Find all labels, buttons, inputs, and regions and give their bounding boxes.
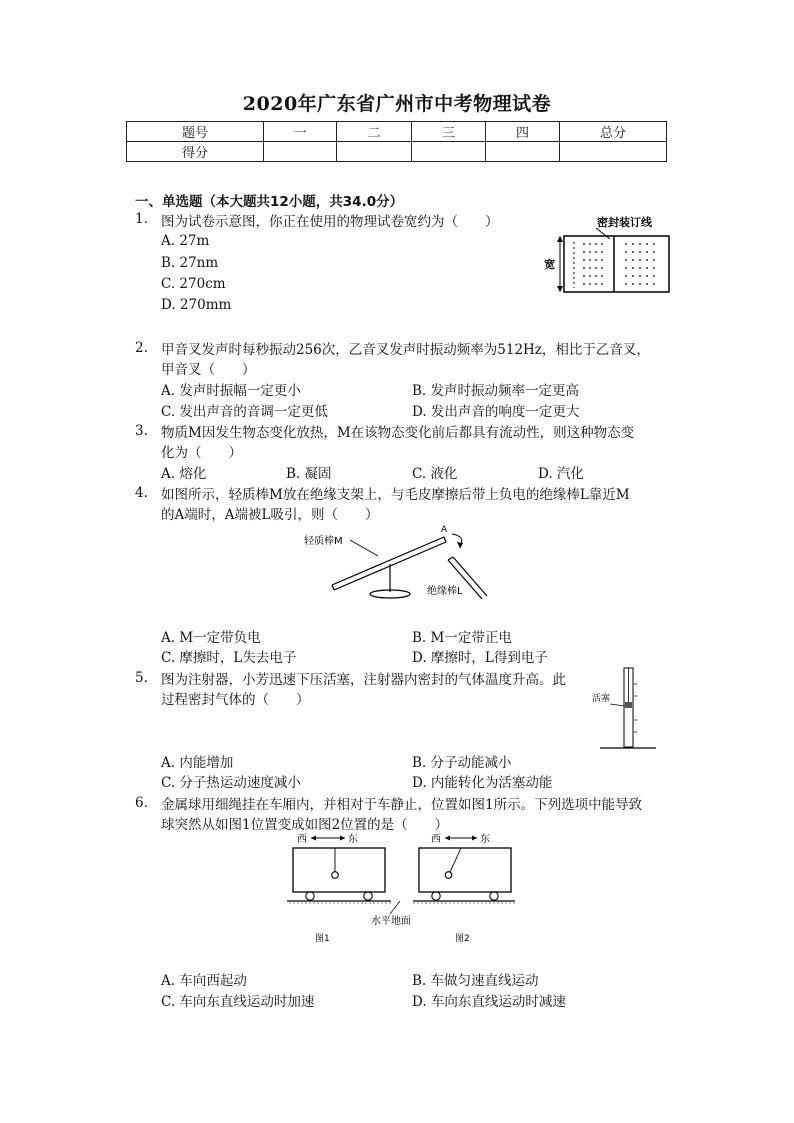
east-label: 东 — [348, 834, 358, 845]
option-b[interactable]: B. 车做匀速直线运动 — [412, 973, 539, 989]
west-label: 西 — [297, 834, 307, 845]
score-cell: 得分 — [127, 142, 264, 162]
paper-width-figure — [540, 212, 680, 302]
east-label: 东 — [480, 834, 490, 845]
option-a[interactable]: A. 熔化 — [161, 466, 207, 482]
question-stem: 化为（ ） — [161, 445, 242, 461]
width-label: 宽 — [544, 258, 555, 271]
paper-title: 2020年广东省广州市中考物理试卷 — [242, 93, 552, 115]
question-stem: 甲音叉发声时每秒振动256次，乙音叉发声时振动频率为512Hz，相比于乙音叉， — [161, 342, 650, 358]
car-pendulum-figure — [285, 828, 515, 946]
option-a[interactable]: A. 27m — [161, 233, 210, 249]
score-cell: 题号 — [127, 122, 264, 142]
score-cell: 一 — [264, 122, 337, 142]
option-d[interactable]: D. 汽化 — [538, 466, 584, 482]
option-b[interactable]: B. 27nm — [161, 255, 219, 271]
option-c[interactable]: C. 液化 — [412, 466, 458, 482]
score-table-header-row — [127, 122, 667, 142]
question-stem: 过程密封气体的（ ） — [161, 692, 310, 708]
option-d[interactable]: D. 车向东直线运动时减速 — [412, 994, 566, 1010]
score-cell: 二 — [337, 122, 412, 142]
option-d[interactable]: D. 270mm — [161, 297, 232, 313]
score-table-score-row — [127, 142, 667, 162]
section-heading: 一、单选题（本大题共12小题，共34.0分） — [135, 194, 404, 210]
question-number: 2. — [135, 340, 148, 356]
figure-1-caption: 图1 — [315, 934, 330, 944]
option-a[interactable]: A. 发声时振幅一定更小 — [161, 383, 301, 399]
question-stem: 的A端时，A端被L吸引，则（ ） — [161, 507, 379, 523]
option-a[interactable]: A. 内能增加 — [161, 755, 234, 771]
score-input-cell[interactable] — [486, 142, 560, 162]
question-stem: 甲音叉（ ） — [161, 362, 256, 378]
charged-rod-figure — [300, 522, 500, 607]
score-cell: 总分 — [560, 122, 667, 142]
option-b[interactable]: B. 分子动能减小 — [412, 755, 512, 771]
question-number: 4. — [135, 485, 148, 501]
option-c[interactable]: C. 发出声音的音调一定更低 — [161, 404, 328, 420]
figure-1-car — [287, 832, 391, 903]
question-stem: 金属球用细绳挂在车厢内，并相对于车静止，位置如图1所示。下列选项中能导致 — [161, 797, 643, 813]
piston-label: 活塞 — [592, 694, 611, 704]
question-number: 5. — [135, 670, 148, 686]
insulated-rod-label: 绝缘棒L — [427, 586, 463, 597]
question-stem: 球突然从如图1位置变成如图2位置的是（ ） — [161, 817, 449, 833]
question-stem: 物质M因发生物态变化放热，M在该物态变化前后都具有流动性，则这种物态变 — [161, 425, 635, 441]
score-input-cell[interactable] — [560, 142, 667, 162]
option-b[interactable]: B. 发声时振动频率一定更高 — [412, 383, 580, 399]
option-a[interactable]: A. 车向西起动 — [161, 973, 247, 989]
option-c[interactable]: C. 分子热运动速度减小 — [161, 775, 301, 791]
score-input-cell[interactable] — [264, 142, 337, 162]
option-d[interactable]: D. 发出声音的响度一定更大 — [412, 404, 580, 420]
option-d[interactable]: D. 摩擦时，L得到电子 — [412, 650, 548, 666]
ground-label: 水平地面 — [371, 916, 411, 927]
question-number: 3. — [135, 423, 148, 439]
option-d[interactable]: D. 内能转化为活塞动能 — [412, 775, 553, 791]
score-cell: 四 — [486, 122, 560, 142]
option-a[interactable]: A. M一定带负电 — [161, 630, 261, 646]
option-b[interactable]: B. M一定带正电 — [412, 630, 512, 646]
figure-2-caption: 图2 — [455, 934, 470, 944]
west-label: 西 — [431, 834, 441, 845]
question-number: 6. — [135, 795, 148, 811]
end-a-label: A — [441, 525, 448, 535]
score-table — [126, 121, 667, 162]
seal-line-label: 密封装订线 — [597, 216, 652, 229]
question-stem: 如图所示，轻质棒M放在绝缘支架上，与毛皮摩擦后带上负电的绝缘棒L靠近M — [161, 487, 630, 503]
light-rod-label: 轻质棒M — [304, 536, 343, 547]
question-number: 1. — [135, 211, 148, 227]
syringe-figure — [590, 664, 660, 752]
question-stem: 图为注射器，小芳迅速下压活塞，注射器内密封的气体温度升高。此 — [161, 672, 566, 688]
score-cell: 三 — [412, 122, 486, 142]
option-b[interactable]: B. 凝固 — [286, 466, 332, 482]
option-c[interactable]: C. 270cm — [161, 276, 226, 292]
score-input-cell[interactable] — [337, 142, 412, 162]
question-stem: 图为试卷示意图，你正在使用的物理试卷宽约为（ ） — [161, 214, 499, 230]
option-c[interactable]: C. 摩擦时，L失去电子 — [161, 650, 297, 666]
score-input-cell[interactable] — [412, 142, 486, 162]
figure-2-car — [413, 832, 515, 903]
option-c[interactable]: C. 车向东直线运动时加速 — [161, 994, 315, 1010]
